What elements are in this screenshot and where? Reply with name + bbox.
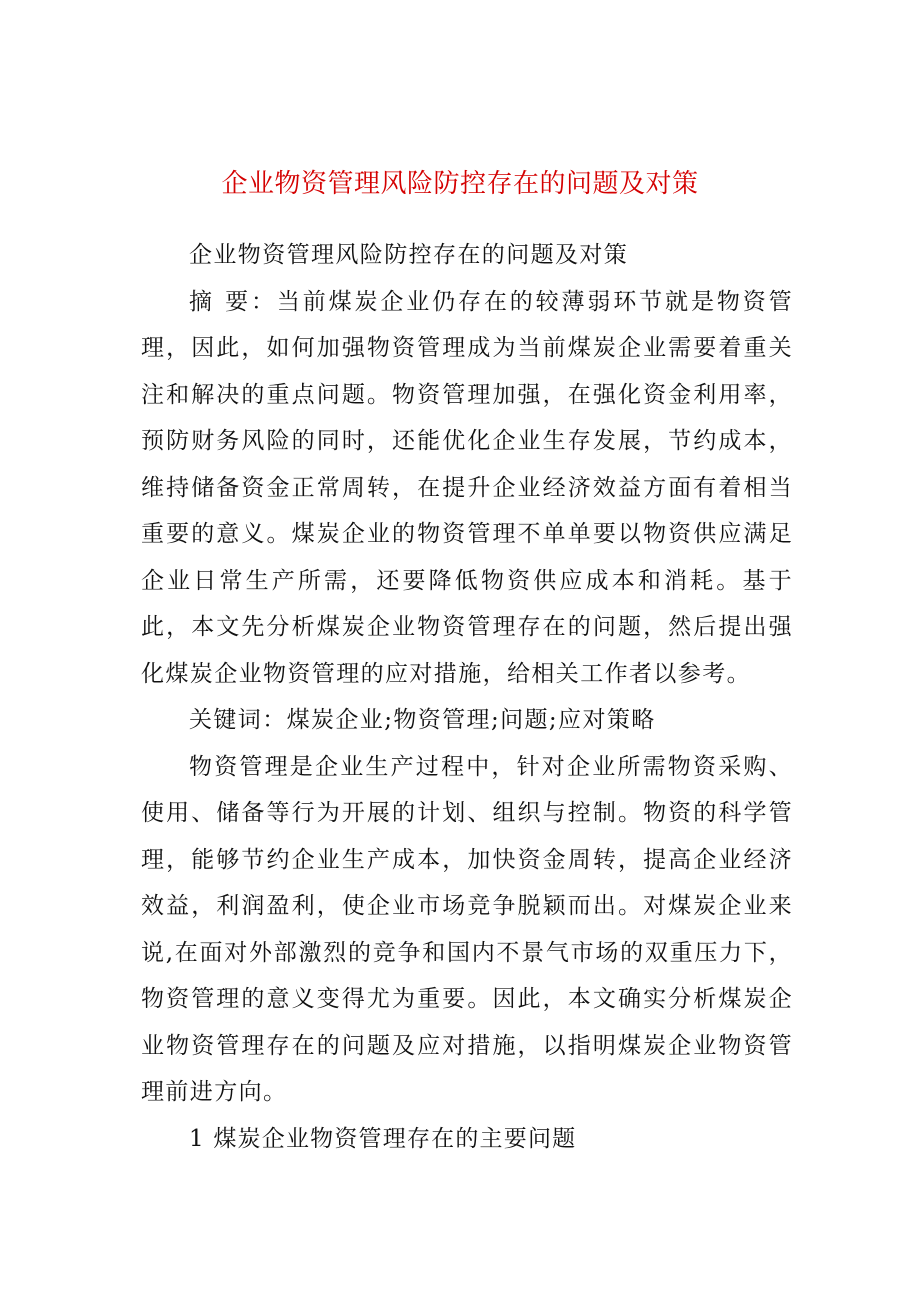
document-body [141,232,793,1162]
abstract-paragraph: 摘 要：当前煤炭企业仍存在的较薄弱环节就是物资管理，因此，如何加强物资管理成为当前煤炭企业需要着重关注和解决的重点问题。物资管理加强，在强化资金利用率，预防财务风险的同时，还能优化企业生存发展，节约成本，维持储备资金正常周转，在提升企业经济效益方面有着相当重要的意义。煤炭企业的物资管理不单单要以物资供应满足企业日常生产所需，还要降低物资供应成本和消耗。基于此，本文先分析煤炭企业物资管理存在的问题，然后提出强化煤炭企业物资管理的应对措施，给相关工作者以参考。 [141,288,793,687]
introduction-paragraph: 物资管理是企业生产过程中，针对企业所需物资采购、使用、储备等行为开展的计划、组织与控制。物资的科学管理，能够节约企业生产成本，加快资金周转，提高企业经济效益，利润盈利，使企业市场竞争脱颖而出。对煤炭企业来说,在面对外部激烈的竞争和国内不景气市场的双重压力下，物资管理的意义变得尤为重要。因此，本文确实分析煤炭企业物资管理存在的问题及应对措施，以指明煤炭企业物资管理前进方向。 [141,753,793,1105]
keywords-paragraph: 关键词：煤炭企业;物资管理;问题;应对策略 [189,707,656,733]
subtitle-paragraph: 企业物资管理风险防控存在的问题及对策 [189,242,629,268]
document-title: 企业物资管理风险防控存在的问题及对策 [221,169,699,199]
section-heading: 1 煤炭企业物资管理存在的主要问题 [189,1125,577,1152]
